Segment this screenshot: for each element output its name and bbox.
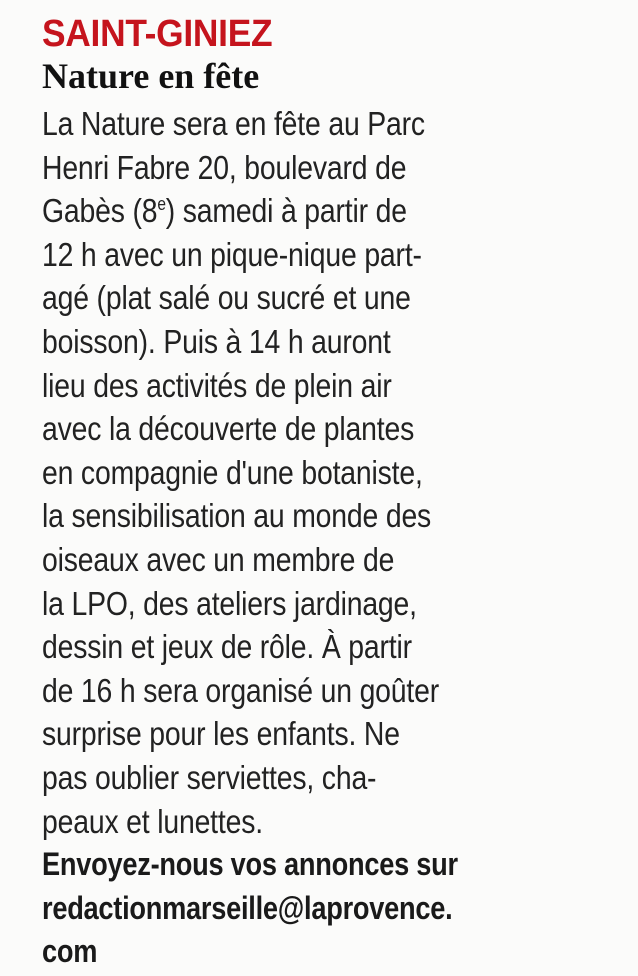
body-line: agé (plat salé ou sucré et une [42, 279, 411, 317]
body-line [42, 189, 541, 233]
body-line: lieu des activités de plein air [42, 366, 392, 404]
body-line: 12 h avec un pique-nique part- [42, 235, 422, 273]
body-line: peaux et lunettes. [42, 802, 263, 840]
body-text: ) samedi à partir de [165, 192, 407, 230]
body-line: Henri Fabre 20, boulevard de [42, 148, 407, 186]
body-line: de 16 h sera organisé un goûter [42, 671, 440, 709]
article-body [42, 102, 622, 843]
body-line: la sensibilisation au monde des [42, 497, 432, 535]
body-line: dessin et jeux de rôle. À partir [42, 628, 412, 666]
body-line: en compagnie d'une botaniste, [42, 453, 423, 491]
contact-email: com [42, 933, 98, 970]
body-line: avec la découverte de plantes [42, 410, 415, 448]
body-line: pas oublier serviettes, cha- [42, 758, 377, 796]
body-line: la LPO, des ateliers jardinage, [42, 584, 417, 622]
location-kicker: SAINT-GINIEZ [42, 13, 273, 55]
body-line: boisson). Puis à 14 h auront [42, 322, 391, 360]
contact-line: Envoyez-nous vos annonces sur [42, 846, 458, 883]
ordinal-superscript: e [157, 194, 166, 215]
contact-email: redactionmarseille@laprovence. [42, 889, 453, 926]
article-headline: Nature en fête [42, 56, 260, 96]
news-brief [42, 14, 622, 974]
body-line: surprise pour les enfants. Ne [42, 715, 400, 753]
contact-block [42, 843, 622, 974]
body-line: La Nature sera en fête au Parc [42, 105, 425, 142]
body-line: oiseaux avec un membre de [42, 540, 395, 578]
body-text: Gabès (8 [42, 192, 158, 230]
